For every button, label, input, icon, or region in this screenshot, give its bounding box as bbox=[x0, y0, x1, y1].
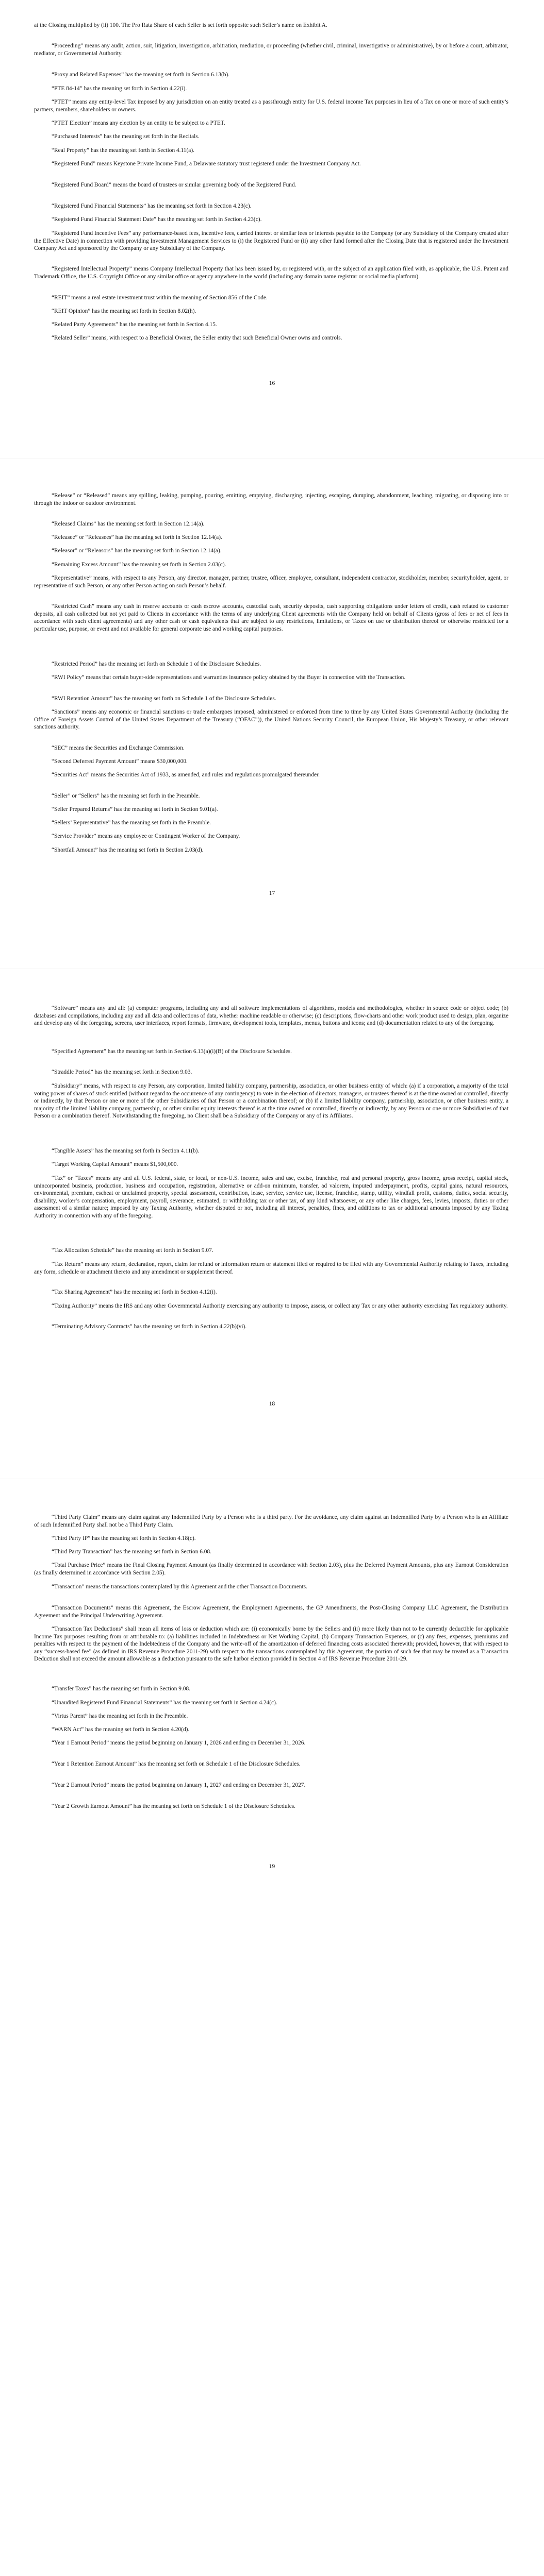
definition-paragraph: “Transaction” means the transactions contemplated by this Agreement and the other Transaction Documents. bbox=[52, 1584, 307, 1590]
definition-paragraph: “Tangible Assets” has the meaning set forth in Section 4.11(b). bbox=[52, 1148, 200, 1154]
definition-paragraph: “WARN Act” has the meaning set forth in Section 4.20(d). bbox=[52, 1726, 190, 1733]
definition-paragraph: “Related Seller” means, with respect to a Beneficial Owner, the Seller entity that such Beneficial Owner owns and controls. bbox=[52, 335, 342, 341]
definition-paragraph: “Seller” or “Sellers” has the meaning set forth in the Preamble. bbox=[52, 793, 200, 799]
definition-paragraph: “Proceeding” means any audit, action, suit, litigation, investigation, arbitration, mediation, or proceeding (whether civil, criminal, investigative or administrative), by or before a court, arbitrator, mediator, or Governmental Authority. bbox=[34, 43, 508, 57]
definition-paragraph: “Registered Fund” means Keystone Private Income Fund, a Delaware statutory trust registered under the Investment Company Act. bbox=[52, 161, 361, 167]
definition-paragraph: “Tax Allocation Schedule” has the meaning set forth in Section 9.07. bbox=[52, 1247, 213, 1253]
definition-paragraph: “Taxing Authority” means the IRS and any other Governmental Authority exercising any authority to impose, assess, or collect any Tax or any other authority exercising Tax regulatory authority. bbox=[52, 1303, 508, 1309]
definition-paragraph: “Release” or “Released” means any spilling, leaking, pumping, pouring, emitting, emptying, discharging, injecting, escaping, dumping, abandonment, leaching, migrating, or disposing into or through the indoor or outdoor environment. bbox=[34, 493, 508, 506]
definition-paragraph: “Related Party Agreements” has the meaning set forth in Section 4.15. bbox=[52, 321, 217, 328]
definition-paragraph: “Year 2 Earnout Period” means the period beginning on January 1, 2027 and ending on December 31, 2027. bbox=[52, 1782, 306, 1788]
definition-paragraph: “Remaining Excess Amount” has the meaning set forth in Section 2.03(c). bbox=[52, 562, 226, 568]
definition-paragraph: “Released Claims” has the meaning set forth in Section 12.14(a). bbox=[52, 521, 205, 527]
definition-paragraph: “Real Property” has the meaning set forth in Section 4.11(a). bbox=[52, 147, 194, 154]
page-number: 18 bbox=[269, 1401, 275, 1407]
definition-paragraph: “Service Provider” means any employee or Contingent Worker of the Company. bbox=[52, 833, 240, 839]
page-number: 19 bbox=[269, 1863, 275, 1870]
definition-paragraph: “Shortfall Amount” has the meaning set forth in Section 2.03(d). bbox=[52, 847, 204, 853]
definition-paragraph: “Releasee” or “Releasees” has the meaning set forth in Section 12.14(a). bbox=[52, 534, 222, 540]
page-number: 17 bbox=[269, 890, 275, 896]
definition-paragraph: “Transaction Tax Deductions” shall mean all items of loss or deduction which are: (i) economically borne by the Sellers and (ii) more likely than not to be currently deductible for applicable Income Tax purposes resulting from or attributable to: (a) liabilities included in Indebtedness or Net Working Capital, (b) Company Transaction Expenses, or (c) any fees, expenses, premiums and penalties with respect to the payment of the Indebtedness of the Company and the write-off of the amortization of deferred financing costs associated therewith; provided, however, that with respect to any “success-based fee” (as defined in IRS Revenue Procedure 2011-29) with respect to the transactions contemplated by this Agreement, the portion of such fee that may be treated as a Transaction Deduction shall not exceed the amount allowable as a deduction pursuant to the safe harbor election provided in Section 4 of IRS Revenue Procedure 2011-29. bbox=[34, 1626, 508, 1663]
definition-paragraph: “REIT Opinion” has the meaning set forth in Section 8.02(h). bbox=[52, 308, 196, 314]
definition-paragraph: “Purchased Interests” has the meaning set forth in the Recitals. bbox=[52, 133, 200, 140]
definition-paragraph: “Representative” means, with respect to any Person, any director, manager, partner, trustee, officer, employee, consultant, independent contractor, stockholder, member, securityholder, agent, or representative of such Person, or any other Person acting on such Person’s behalf. bbox=[34, 575, 508, 589]
definition-paragraph: “Registered Fund Incentive Fees” any performance-based fees, incentive fees, carried interest or similar fees or interests payable to the Company (or any Subsidiary of the Company created after the Effective Date) in connection with providing Investment Management Services to (i) the Registered Fund or (ii) any other fund formed after the Closing Date that is registered under the Investment Company Act and sponsored by the Company or any Subsidiary of the Company. bbox=[34, 230, 508, 252]
definition-paragraph: “Restricted Cash” means any cash in reserve accounts or cash escrow accounts, custodial cash, security deposits, cash supporting obligations under letters of credit, cash related to customer deposits, all cash collected but not yet paid to Clients in accordance with the terms of any underlying Client agreements with the Company held on behalf of Clients (gross of fees or net of fees in accordance with such client agreements) and any other cash or cash equivalents that are subject to any restrictions, limitations, or Taxes on use or distribution thereof or otherwise restricted for a particular use, purpose, or event and not available for general corporate use and working capital purposes. bbox=[34, 603, 508, 632]
definition-paragraph: “Securities Act” means the Securities Act of 1933, as amended, and rules and regulations promulgated thereunder. bbox=[52, 772, 320, 778]
definition-paragraph: “Seller Prepared Returns” has the meaning set forth in Section 9.01(a). bbox=[52, 806, 218, 812]
definition-paragraph: “Tax” or “Taxes” means any and all U.S. federal, state, or local, or non-U.S. income, sales and use, excise, franchise, real and personal property, gross income, gross receipt, capital stock, unincorporated business, production, business and occupation, registration, alternative or add-on minimum, transfer, ad valorem, imputed underpayment, profits, capital gains, natural resources, environmental, premium, escheat or unclaimed property, special assessment, contribution, lease, service, service use, license, franchise, stamp, utility, windfall profit, customs, duties, social security, disability, worker’s compensation, employment, payroll, severance, estimated, or withholding tax or other tax, of any kind whatsoever, or any other like charges, fees, levies, imposts, duties or other assessment of a similar nature; imposed by any Taxing Authority, whether disputed or not, including all interest, penalties, fines, and additions to tax or additional amounts imposed by any Taxing Authority in connection with any of the foregoing. bbox=[34, 1175, 508, 1219]
definition-paragraph: “RWI Policy” means that certain buyer-side representations and warranties insurance policy obtained by the Buyer in connection with the Transaction. bbox=[52, 674, 406, 681]
definition-paragraph: “Registered Fund Financial Statement Date” has the meaning set forth in Section 4.23(c). bbox=[52, 216, 262, 223]
definition-paragraph: “Tax Sharing Agreement” has the meaning set forth in Section 4.12(i). bbox=[52, 1289, 217, 1295]
definition-paragraph: “Releasor” or “Releasors” has the meaning set forth in Section 12.14(a). bbox=[52, 548, 222, 554]
definition-paragraph: “Year 1 Earnout Period” means the period beginning on January 1, 2026 and ending on December 31, 2026. bbox=[52, 1740, 306, 1746]
definition-paragraph: “Transfer Taxes” has the meaning set forth in Section 9.08. bbox=[52, 1686, 191, 1692]
definition-paragraph: “Year 2 Growth Earnout Amount” has the meaning set forth on Schedule 1 of the Disclosure Schedules. bbox=[52, 1803, 296, 1809]
definition-paragraph: “Tax Return” means any return, declaration, report, claim for refund or information return or statement filed or required to be filed with any Governmental Authority relating to Taxes, including any form, schedule or attachment thereto and any amendment or supplement thereof. bbox=[34, 1261, 508, 1275]
definition-paragraph: “Software” means any and all: (a) computer programs, including any and all software implementations of algorithms, models and methodologies, whether in source code or object code; (b) databases and compilations, including any and all data and collections of data, whether machine readable or otherwise; (c) descriptions, flow-charts and other work product used to design, plan, organize and develop any of the foregoing, screens, user interfaces, report formats, firmware, development tools, templates, menus, buttons and icons; and (d) documentation related to any of the foregoing. bbox=[34, 1005, 508, 1027]
definition-paragraph: “Subsidiary” means, with respect to any Person, any corporation, limited liability company, partnership, association, or other business entity of which: (a) if a corporation, a majority of the total voting power of shares of stock entitled (without regard to the occurrence of any contingency) to vote in the election of directors, managers, or trustees thereof is at the time owned or controlled, directly or indirectly, by that Person or one or more of the other Subsidiaries of that Person or a combination thereof; or (b) if a limited liability company, partnership, association, or other business entity, a majority of the limited liability company, partnership, or other similar equity interests thereof is at the time owned or controlled, directly or indirectly, by any Person or one or more Subsidiaries of that Person or a combination thereof. Notwithstanding the foregoing, no Client shall be a Subsidiary of the Company or any of its Affiliates. bbox=[34, 1083, 508, 1120]
definition-paragraph: “PTE 84-14” has the meaning set forth in Section 4.22(i). bbox=[52, 86, 187, 92]
definition-paragraph: “Second Deferred Payment Amount” means $30,000,000. bbox=[52, 758, 188, 765]
definition-paragraph: “Sellers’ Representative” has the meaning set forth in the Preamble. bbox=[52, 820, 211, 826]
definition-paragraph: “Third Party Transaction” has the meaning set forth in Section 6.08. bbox=[52, 1549, 212, 1555]
page-number: 16 bbox=[269, 380, 275, 386]
definition-paragraph: “Registered Intellectual Property” means Company Intellectual Property that has been issued by, or registered with, or the subject of an application filed with, as applicable, the U.S. Patent and Trademark Office, the U.S. Copyright Office or any similar office or agency anywhere in the world (including any domain name registrar or social media platform). bbox=[34, 266, 508, 280]
definition-paragraph: “Sanctions” means any economic or financial sanctions or trade embargoes imposed, administered or enforced from time to time by any United States Governmental Authority (including the Office of Foreign Assets Control of the United States Department of the Treasury (“OFAC”)), the United Nations Security Council, the European Union, His Majesty’s Treasury, or other relevant sanctions authority. bbox=[34, 709, 508, 731]
definition-paragraph: “Terminating Advisory Contracts” has the meaning set forth in Section 4.22(b)(vi). bbox=[52, 1324, 247, 1330]
definition-paragraph: “Third Party Claim” means any claim against any Indemnified Party by a Person who is a third party. For the avoidance, any claim against an Indemnified Party by a Person who is an Affiliate of such Indemnified Party shall not be a Third Party Claim. bbox=[34, 1514, 508, 1528]
definition-paragraph: “Target Working Capital Amount” means $1,500,000. bbox=[52, 1161, 178, 1167]
definition-paragraph: “RWI Retention Amount” has the meaning set forth on Schedule 1 of the Disclosure Schedules. bbox=[52, 696, 276, 702]
definition-paragraph: “PTET Election” means any election by an entity to be subject to a PTET. bbox=[52, 120, 225, 126]
definition-paragraph: “Straddle Period” has the meaning set forth in Section 9.03. bbox=[52, 1069, 192, 1075]
definition-paragraph: “Virtus Parent” has the meaning set forth in the Preamble. bbox=[52, 1713, 188, 1719]
definition-paragraph: “Registered Fund Financial Statements” has the meaning set forth in Section 4.23(c). bbox=[52, 203, 252, 209]
definition-paragraph: “Third Party IP” has the meaning set forth in Section 4.18(c). bbox=[52, 1535, 196, 1541]
definition-paragraph: “PTET” means any entity-level Tax imposed by any jurisdiction on an entity treated as a passthrough entity for U.S. federal income Tax purposes in lieu of a Tax on one or more of such entity’s partners, members, shareholders or owners. bbox=[34, 99, 508, 113]
definition-paragraph: at the Closing multiplied by (ii) 100. The Pro Rata Share of each Seller is set forth opposite such Seller’s name on Exhibit A. bbox=[34, 22, 327, 28]
definition-paragraph: “Transaction Documents” means this Agreement, the Escrow Agreement, the Employment Agreements, the GP Amendments, the Post-Closing Company LLC Agreement, the Distribution Agreement and the Principal Underwriting Agreement. bbox=[34, 1605, 508, 1619]
definition-paragraph: “Registered Fund Board” means the board of trustees or similar governing body of the Registered Fund. bbox=[52, 182, 296, 188]
definition-paragraph: “Total Purchase Price” means the Final Closing Payment Amount (as finally determined in accordance with Section 2.03), plus the Deferred Payment Amounts, plus any Earnout Consideration (as finally determined in accordance with Section 2.05). bbox=[34, 1562, 508, 1576]
definition-paragraph: “SEC” means the Securities and Exchange Commission. bbox=[52, 745, 185, 751]
definition-paragraph: “Unaudited Registered Fund Financial Statements” has the meaning set forth in Section 4.24(c). bbox=[52, 1700, 277, 1706]
definition-paragraph: “Specified Agreement” has the meaning set forth in Section 6.13(a)(i)(B) of the Disclosure Schedules. bbox=[52, 1048, 292, 1055]
definition-paragraph: “Restricted Period” has the meaning set forth on Schedule 1 of the Disclosure Schedules. bbox=[52, 661, 261, 667]
definition-paragraph: “REIT” means a real estate investment trust within the meaning of Section 856 of the Code. bbox=[52, 295, 268, 301]
definition-paragraph: “Proxy and Related Expenses” has the meaning set forth in Section 6.13(b). bbox=[52, 72, 230, 78]
definition-paragraph: “Year 1 Retention Earnout Amount” has the meaning set forth on Schedule 1 of the Disclosure Schedules. bbox=[52, 1761, 301, 1767]
